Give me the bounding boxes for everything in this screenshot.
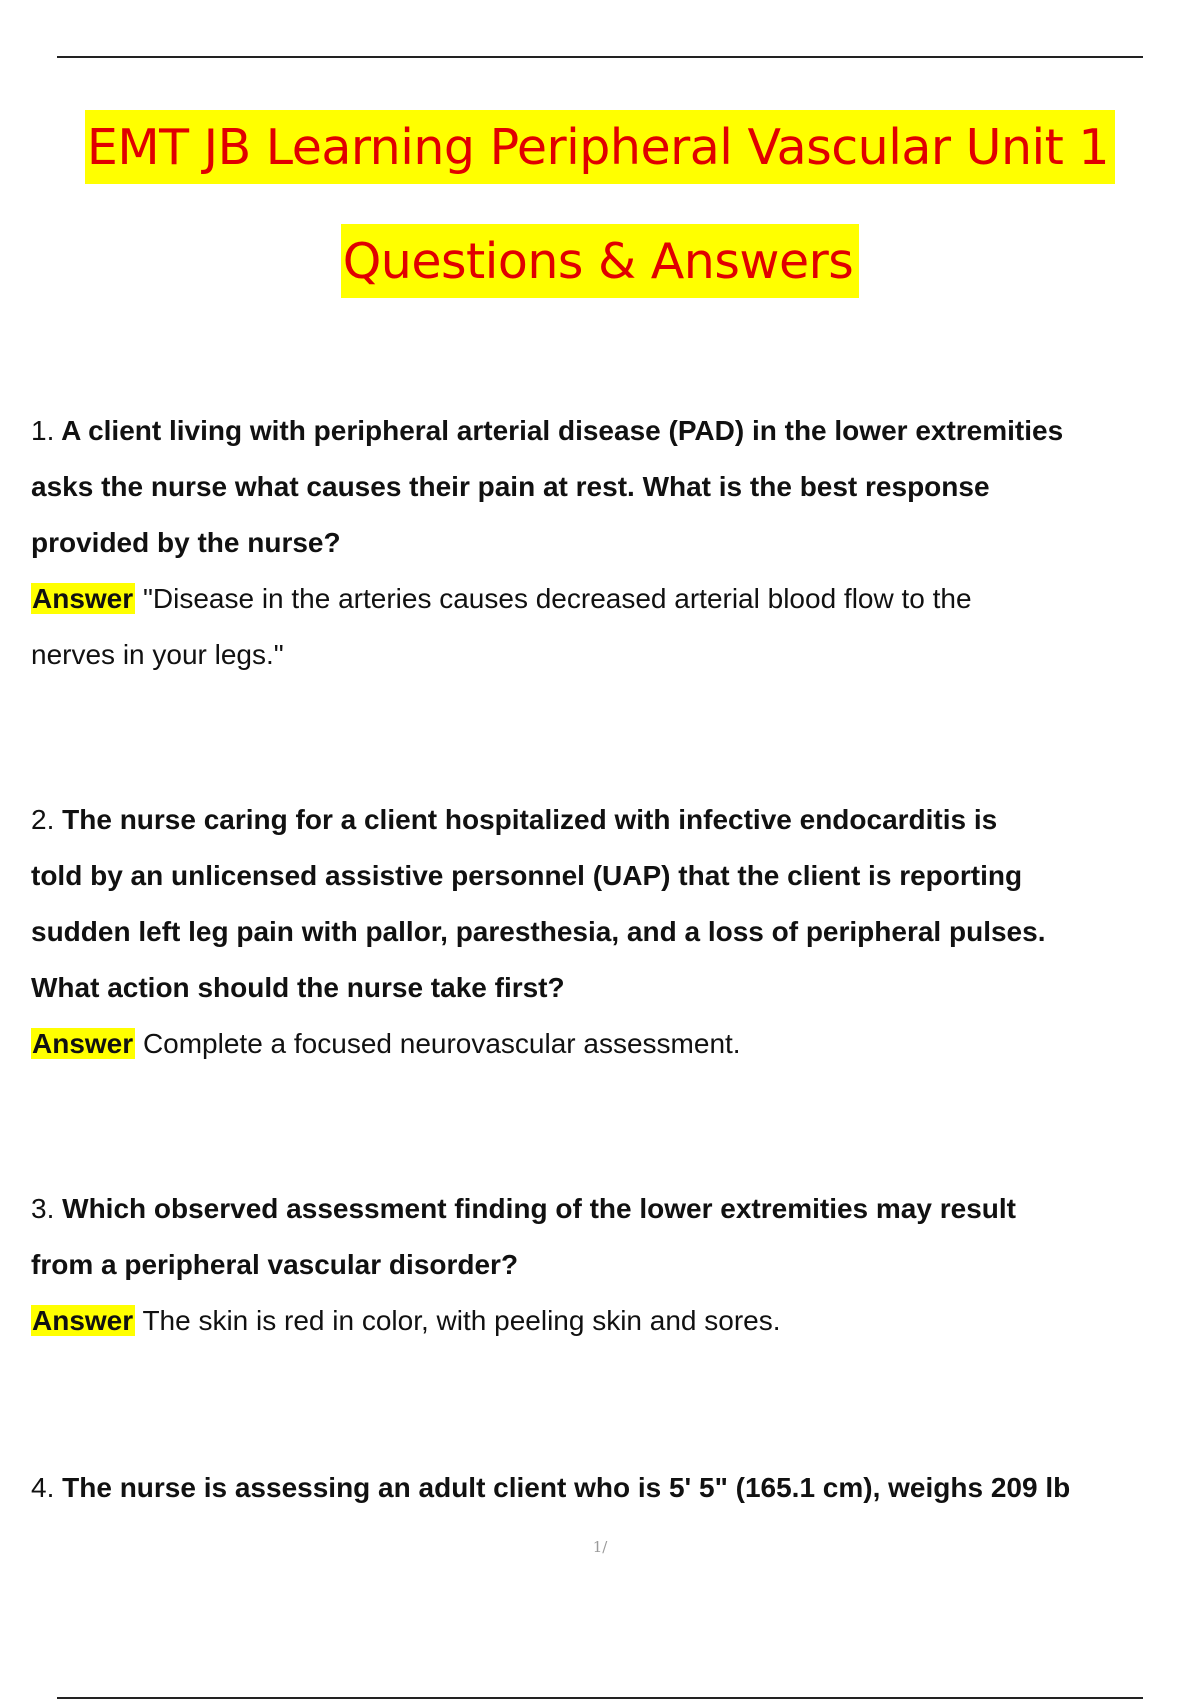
- question-text-line: What action should the nurse take first?: [31, 972, 565, 1003]
- document-title-line-2: [0, 224, 1200, 298]
- top-rule: [57, 56, 1143, 58]
- answer-label: Answer: [32, 1028, 134, 1059]
- title-highlight-1: EMT JB Learning Peripheral Vascular Unit 1: [85, 110, 1115, 184]
- question-text: The nurse caring for a client hospitalized with infective endocarditis is: [62, 804, 998, 835]
- question-number: 2.: [31, 804, 55, 835]
- question-number: 3.: [31, 1193, 55, 1224]
- document-title-line-1: [0, 110, 1200, 184]
- question-block-1: [31, 403, 1200, 683]
- title-highlight-2: Questions & Answers: [341, 224, 860, 298]
- answer-line: [31, 1293, 1200, 1349]
- question-text-line: sudden left leg pain with pallor, paresthesia, and a loss of peripheral pulses.: [31, 916, 1046, 947]
- question-block-2: [31, 792, 1200, 1072]
- question-text: Which observed assessment finding of the lower extremities may result: [62, 1193, 1016, 1224]
- answer-text: The skin is red in color, with peeling skin and sores.: [142, 1305, 781, 1336]
- question-text-line: [31, 792, 1200, 848]
- question-text-line: provided by the nurse?: [31, 527, 341, 558]
- question-text-line: [31, 1460, 1200, 1516]
- answer-text-line: nerves in your legs.": [31, 639, 284, 670]
- question-number: 4.: [31, 1472, 55, 1503]
- question-text: The nurse is assessing an adult client who is 5' 5" (165.1 cm), weighs 209 lb: [62, 1472, 1071, 1503]
- question-text-line: [31, 403, 1200, 459]
- question-text-line: from a peripheral vascular disorder?: [31, 1249, 519, 1280]
- question-text-line: told by an unlicensed assistive personnel (UAP) that the client is reporting: [31, 860, 1023, 891]
- answer-label: Answer: [32, 1305, 134, 1336]
- answer-line: [31, 1016, 1200, 1072]
- answer-line: [31, 571, 1200, 627]
- answer-text: "Disease in the arteries causes decreased arterial blood flow to the: [142, 583, 972, 614]
- question-number: 1.: [31, 415, 55, 446]
- question-text: A client living with peripheral arterial disease (PAD) in the lower extremities: [61, 415, 1064, 446]
- question-block-4: [31, 1460, 1200, 1516]
- answer-label: Answer: [32, 583, 134, 614]
- question-text-line: [31, 1181, 1200, 1237]
- page-number: 1/: [592, 1538, 608, 1556]
- bottom-rule: [57, 1697, 1143, 1699]
- answer-text: Complete a focused neurovascular assessment.: [142, 1028, 741, 1059]
- question-text-line: asks the nurse what causes their pain at rest. What is the best response: [31, 471, 990, 502]
- question-block-3: [31, 1181, 1200, 1349]
